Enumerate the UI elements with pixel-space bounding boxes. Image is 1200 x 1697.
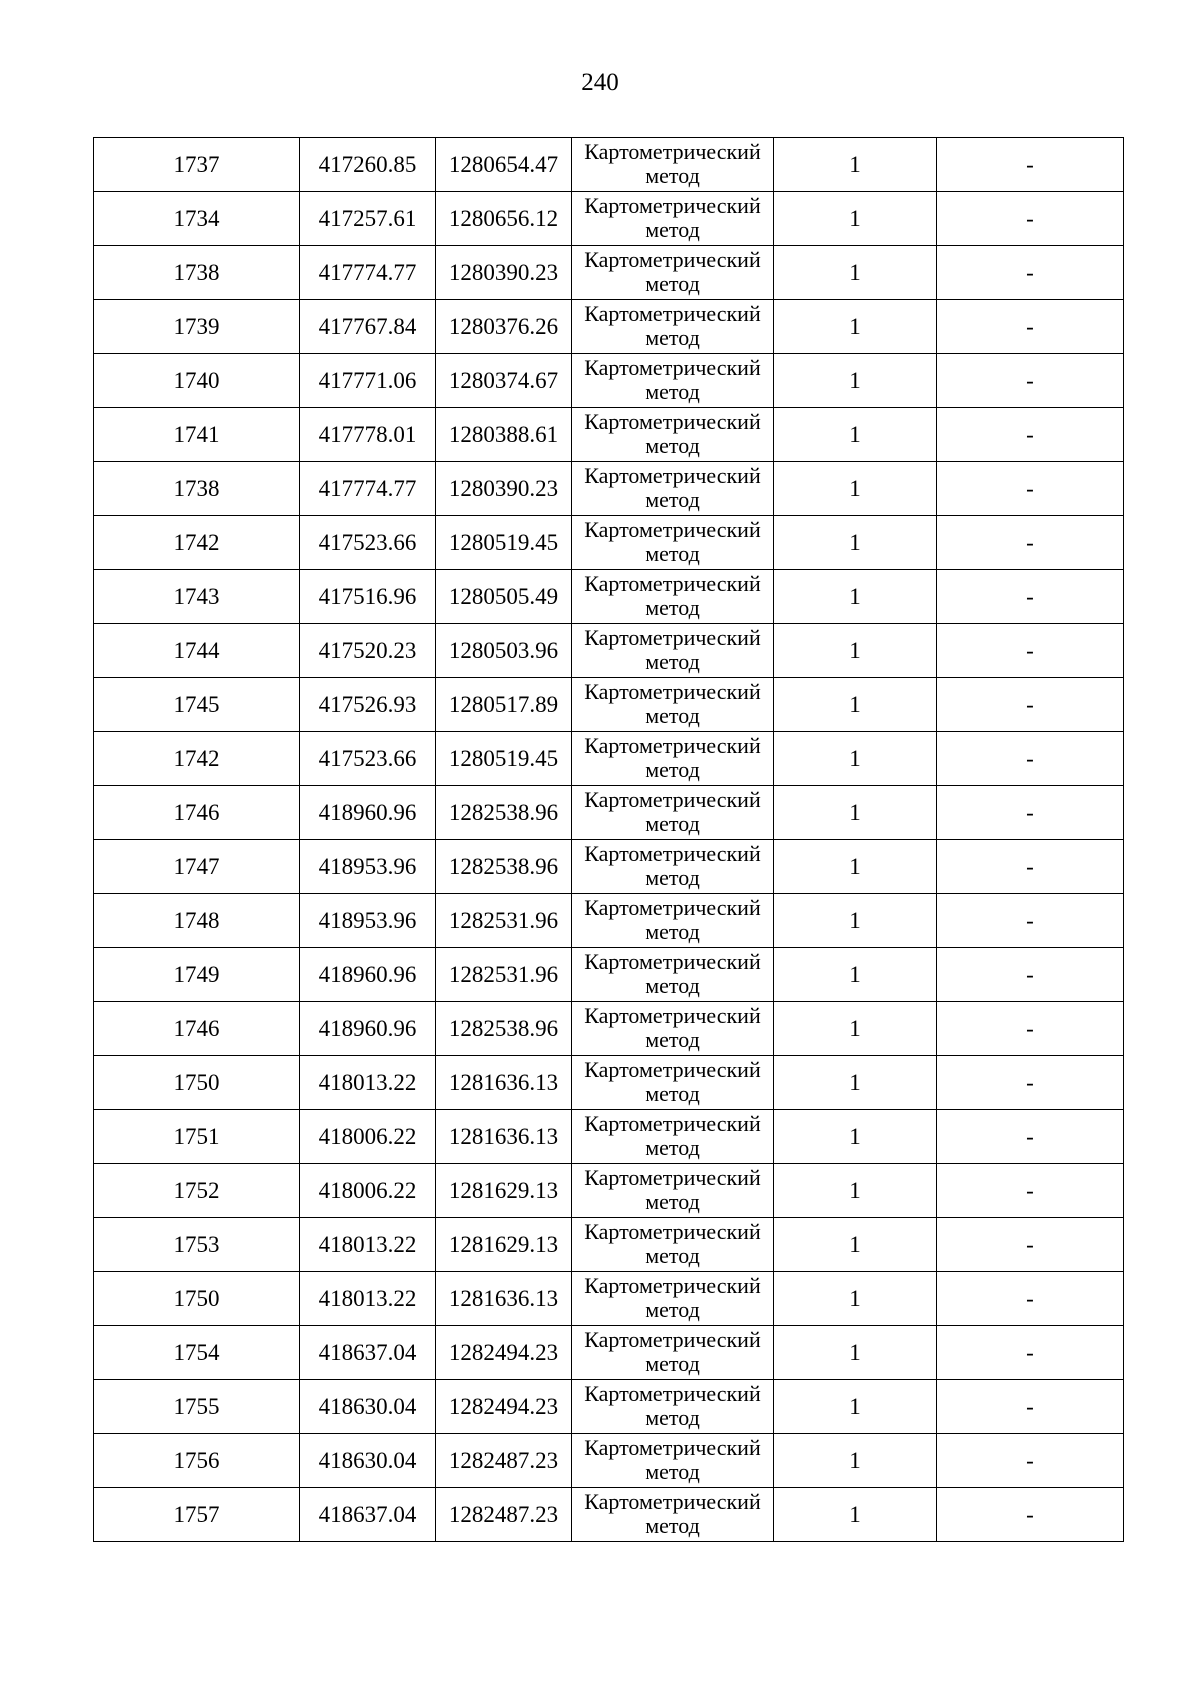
method-line-2: метод	[645, 1243, 700, 1268]
note-cell: -	[937, 462, 1124, 516]
x-coordinate-cell: 418637.04	[300, 1488, 436, 1542]
method-cell	[572, 678, 774, 732]
accuracy-cell: 1	[774, 786, 937, 840]
x-coordinate-cell: 418960.96	[300, 1002, 436, 1056]
table-row	[94, 138, 1124, 192]
point-number-cell: 1753	[94, 1218, 300, 1272]
page-number: 240	[581, 69, 619, 96]
table-row	[94, 840, 1124, 894]
x-coordinate-cell: 418006.22	[300, 1164, 436, 1218]
point-number-cell: 1750	[94, 1272, 300, 1326]
accuracy-cell: 1	[774, 894, 937, 948]
method-line-1: Картометрический	[584, 1003, 761, 1028]
table-row	[94, 1326, 1124, 1380]
method-line-1: Картометрический	[584, 895, 761, 920]
note-cell: -	[937, 300, 1124, 354]
y-coordinate-cell: 1280519.45	[436, 732, 572, 786]
method-line-2: метод	[645, 217, 700, 242]
y-coordinate-cell: 1282531.96	[436, 894, 572, 948]
note-cell: -	[937, 1380, 1124, 1434]
method-line-1: Картометрический	[584, 733, 761, 758]
method-cell	[572, 1434, 774, 1488]
point-number-cell: 1742	[94, 516, 300, 570]
method-line-2: метод	[645, 1081, 700, 1106]
x-coordinate-cell: 417523.66	[300, 516, 436, 570]
note-cell: -	[937, 408, 1124, 462]
x-coordinate-cell: 417774.77	[300, 462, 436, 516]
method-line-2: метод	[645, 325, 700, 350]
method-cell	[572, 516, 774, 570]
accuracy-cell: 1	[774, 1110, 937, 1164]
point-number-cell: 1734	[94, 192, 300, 246]
x-coordinate-cell: 417260.85	[300, 138, 436, 192]
x-coordinate-cell: 417523.66	[300, 732, 436, 786]
method-cell	[572, 1326, 774, 1380]
table-row	[94, 1488, 1124, 1542]
y-coordinate-cell: 1282538.96	[436, 840, 572, 894]
y-coordinate-cell: 1281629.13	[436, 1164, 572, 1218]
y-coordinate-cell: 1280505.49	[436, 570, 572, 624]
note-cell: -	[937, 246, 1124, 300]
method-line-1: Картометрический	[584, 1219, 761, 1244]
y-coordinate-cell: 1280656.12	[436, 192, 572, 246]
method-cell	[572, 1272, 774, 1326]
note-cell: -	[937, 678, 1124, 732]
method-line-1: Картометрический	[584, 1381, 761, 1406]
y-coordinate-cell: 1282538.96	[436, 1002, 572, 1056]
y-coordinate-cell: 1281636.13	[436, 1056, 572, 1110]
accuracy-cell: 1	[774, 570, 937, 624]
accuracy-cell: 1	[774, 732, 937, 786]
accuracy-cell: 1	[774, 678, 937, 732]
method-line-2: метод	[645, 1459, 700, 1484]
method-line-2: метод	[645, 1405, 700, 1430]
point-number-cell: 1737	[94, 138, 300, 192]
method-line-1: Картометрический	[584, 1057, 761, 1082]
method-cell	[572, 138, 774, 192]
table-row	[94, 678, 1124, 732]
method-line-1: Картометрический	[584, 1165, 761, 1190]
method-line-2: метод	[645, 865, 700, 890]
accuracy-cell: 1	[774, 462, 937, 516]
method-line-2: метод	[645, 163, 700, 188]
y-coordinate-cell: 1280503.96	[436, 624, 572, 678]
method-line-2: метод	[645, 811, 700, 836]
x-coordinate-cell: 417526.93	[300, 678, 436, 732]
y-coordinate-cell: 1280654.47	[436, 138, 572, 192]
x-coordinate-cell: 418013.22	[300, 1218, 436, 1272]
accuracy-cell: 1	[774, 1272, 937, 1326]
y-coordinate-cell: 1281629.13	[436, 1218, 572, 1272]
point-number-cell: 1749	[94, 948, 300, 1002]
method-line-1: Картометрический	[584, 247, 761, 272]
method-line-2: метод	[645, 1297, 700, 1322]
x-coordinate-cell: 417778.01	[300, 408, 436, 462]
point-number-cell: 1757	[94, 1488, 300, 1542]
x-coordinate-cell: 418630.04	[300, 1380, 436, 1434]
method-cell	[572, 1110, 774, 1164]
accuracy-cell: 1	[774, 1380, 937, 1434]
table-row	[94, 246, 1124, 300]
accuracy-cell: 1	[774, 246, 937, 300]
accuracy-cell: 1	[774, 840, 937, 894]
method-line-2: метод	[645, 1135, 700, 1160]
method-cell	[572, 246, 774, 300]
x-coordinate-cell: 418960.96	[300, 948, 436, 1002]
y-coordinate-cell: 1280390.23	[436, 462, 572, 516]
method-line-2: метод	[645, 757, 700, 782]
method-line-1: Картометрический	[584, 1111, 761, 1136]
method-cell	[572, 1488, 774, 1542]
method-cell	[572, 1164, 774, 1218]
method-line-1: Картометрический	[584, 571, 761, 596]
point-number-cell: 1744	[94, 624, 300, 678]
method-line-2: метод	[645, 1027, 700, 1052]
accuracy-cell: 1	[774, 1488, 937, 1542]
table-row	[94, 1218, 1124, 1272]
x-coordinate-cell: 417767.84	[300, 300, 436, 354]
method-line-1: Картометрический	[584, 139, 761, 164]
note-cell: -	[937, 786, 1124, 840]
method-cell	[572, 732, 774, 786]
method-line-1: Картометрический	[584, 409, 761, 434]
accuracy-cell: 1	[774, 1218, 937, 1272]
method-line-2: метод	[645, 973, 700, 998]
y-coordinate-cell: 1282494.23	[436, 1380, 572, 1434]
y-coordinate-cell: 1281636.13	[436, 1110, 572, 1164]
accuracy-cell: 1	[774, 354, 937, 408]
method-cell	[572, 354, 774, 408]
method-cell	[572, 624, 774, 678]
method-cell	[572, 192, 774, 246]
y-coordinate-cell: 1282487.23	[436, 1488, 572, 1542]
accuracy-cell: 1	[774, 138, 937, 192]
table-row	[94, 1002, 1124, 1056]
method-cell	[572, 948, 774, 1002]
method-line-2: метод	[645, 595, 700, 620]
note-cell: -	[937, 1218, 1124, 1272]
x-coordinate-cell: 417520.23	[300, 624, 436, 678]
note-cell: -	[937, 1056, 1124, 1110]
table-row	[94, 1164, 1124, 1218]
coordinates-table	[93, 137, 1124, 1542]
y-coordinate-cell: 1280388.61	[436, 408, 572, 462]
note-cell: -	[937, 1164, 1124, 1218]
method-line-1: Картометрический	[584, 1273, 761, 1298]
point-number-cell: 1743	[94, 570, 300, 624]
method-line-2: метод	[645, 433, 700, 458]
table-row	[94, 1110, 1124, 1164]
method-cell	[572, 1380, 774, 1434]
x-coordinate-cell: 417257.61	[300, 192, 436, 246]
y-coordinate-cell: 1280376.26	[436, 300, 572, 354]
method-cell	[572, 1056, 774, 1110]
point-number-cell: 1745	[94, 678, 300, 732]
x-coordinate-cell: 418013.22	[300, 1272, 436, 1326]
table-row	[94, 1272, 1124, 1326]
note-cell: -	[937, 624, 1124, 678]
method-line-2: метод	[645, 1351, 700, 1376]
table-row	[94, 1380, 1124, 1434]
accuracy-cell: 1	[774, 1056, 937, 1110]
x-coordinate-cell: 417774.77	[300, 246, 436, 300]
table-row	[94, 894, 1124, 948]
method-cell	[572, 786, 774, 840]
table-row	[94, 1056, 1124, 1110]
point-number-cell: 1741	[94, 408, 300, 462]
method-line-1: Картометрический	[584, 517, 761, 542]
accuracy-cell: 1	[774, 1326, 937, 1380]
accuracy-cell: 1	[774, 624, 937, 678]
x-coordinate-cell: 418637.04	[300, 1326, 436, 1380]
method-cell	[572, 1218, 774, 1272]
point-number-cell: 1740	[94, 354, 300, 408]
method-line-1: Картометрический	[584, 301, 761, 326]
method-line-2: метод	[645, 919, 700, 944]
method-line-2: метод	[645, 1513, 700, 1538]
y-coordinate-cell: 1282538.96	[436, 786, 572, 840]
y-coordinate-cell: 1280374.67	[436, 354, 572, 408]
y-coordinate-cell: 1280517.89	[436, 678, 572, 732]
x-coordinate-cell: 417771.06	[300, 354, 436, 408]
method-line-1: Картометрический	[584, 625, 761, 650]
point-number-cell: 1748	[94, 894, 300, 948]
table-row	[94, 354, 1124, 408]
method-line-1: Картометрический	[584, 1435, 761, 1460]
method-line-2: метод	[645, 541, 700, 566]
method-line-1: Картометрический	[584, 841, 761, 866]
table-row	[94, 516, 1124, 570]
method-cell	[572, 570, 774, 624]
x-coordinate-cell: 418013.22	[300, 1056, 436, 1110]
x-coordinate-cell: 418953.96	[300, 840, 436, 894]
note-cell: -	[937, 1326, 1124, 1380]
method-line-1: Картометрический	[584, 1327, 761, 1352]
accuracy-cell: 1	[774, 408, 937, 462]
method-line-2: метод	[645, 649, 700, 674]
y-coordinate-cell: 1280519.45	[436, 516, 572, 570]
method-line-2: метод	[645, 487, 700, 512]
method-cell	[572, 894, 774, 948]
y-coordinate-cell: 1281636.13	[436, 1272, 572, 1326]
table-row	[94, 570, 1124, 624]
note-cell: -	[937, 732, 1124, 786]
accuracy-cell: 1	[774, 516, 937, 570]
point-number-cell: 1754	[94, 1326, 300, 1380]
note-cell: -	[937, 354, 1124, 408]
note-cell: -	[937, 192, 1124, 246]
point-number-cell: 1738	[94, 246, 300, 300]
table-row	[94, 300, 1124, 354]
table-row	[94, 408, 1124, 462]
point-number-cell: 1746	[94, 786, 300, 840]
point-number-cell: 1746	[94, 1002, 300, 1056]
method-line-1: Картометрический	[584, 463, 761, 488]
table-row	[94, 732, 1124, 786]
note-cell: -	[937, 516, 1124, 570]
x-coordinate-cell: 418960.96	[300, 786, 436, 840]
note-cell: -	[937, 894, 1124, 948]
x-coordinate-cell: 417516.96	[300, 570, 436, 624]
point-number-cell: 1738	[94, 462, 300, 516]
x-coordinate-cell: 418953.96	[300, 894, 436, 948]
method-cell	[572, 408, 774, 462]
point-number-cell: 1747	[94, 840, 300, 894]
y-coordinate-cell: 1282494.23	[436, 1326, 572, 1380]
method-cell	[572, 1002, 774, 1056]
accuracy-cell: 1	[774, 300, 937, 354]
point-number-cell: 1755	[94, 1380, 300, 1434]
note-cell: -	[937, 1488, 1124, 1542]
note-cell: -	[937, 840, 1124, 894]
accuracy-cell: 1	[774, 192, 937, 246]
method-cell	[572, 462, 774, 516]
table-row	[94, 786, 1124, 840]
note-cell: -	[937, 1434, 1124, 1488]
table-row	[94, 624, 1124, 678]
point-number-cell: 1751	[94, 1110, 300, 1164]
note-cell: -	[937, 1272, 1124, 1326]
note-cell: -	[937, 1110, 1124, 1164]
y-coordinate-cell: 1282531.96	[436, 948, 572, 1002]
y-coordinate-cell: 1282487.23	[436, 1434, 572, 1488]
note-cell: -	[937, 570, 1124, 624]
table-body	[94, 138, 1124, 1542]
note-cell: -	[937, 948, 1124, 1002]
table-row	[94, 948, 1124, 1002]
method-line-1: Картометрический	[584, 193, 761, 218]
accuracy-cell: 1	[774, 1434, 937, 1488]
table-row	[94, 192, 1124, 246]
point-number-cell: 1752	[94, 1164, 300, 1218]
accuracy-cell: 1	[774, 948, 937, 1002]
point-number-cell: 1742	[94, 732, 300, 786]
method-cell	[572, 300, 774, 354]
method-line-1: Картометрический	[584, 787, 761, 812]
method-line-1: Картометрический	[584, 679, 761, 704]
note-cell: -	[937, 1002, 1124, 1056]
accuracy-cell: 1	[774, 1164, 937, 1218]
method-line-1: Картометрический	[584, 355, 761, 380]
method-line-2: метод	[645, 703, 700, 728]
point-number-cell: 1750	[94, 1056, 300, 1110]
method-cell	[572, 840, 774, 894]
note-cell: -	[937, 138, 1124, 192]
method-line-2: метод	[645, 1189, 700, 1214]
table-row	[94, 1434, 1124, 1488]
method-line-2: метод	[645, 271, 700, 296]
x-coordinate-cell: 418006.22	[300, 1110, 436, 1164]
point-number-cell: 1739	[94, 300, 300, 354]
x-coordinate-cell: 418630.04	[300, 1434, 436, 1488]
method-line-2: метод	[645, 379, 700, 404]
table-row	[94, 462, 1124, 516]
accuracy-cell: 1	[774, 1002, 937, 1056]
method-line-1: Картометрический	[584, 1489, 761, 1514]
method-line-1: Картометрический	[584, 949, 761, 974]
y-coordinate-cell: 1280390.23	[436, 246, 572, 300]
point-number-cell: 1756	[94, 1434, 300, 1488]
